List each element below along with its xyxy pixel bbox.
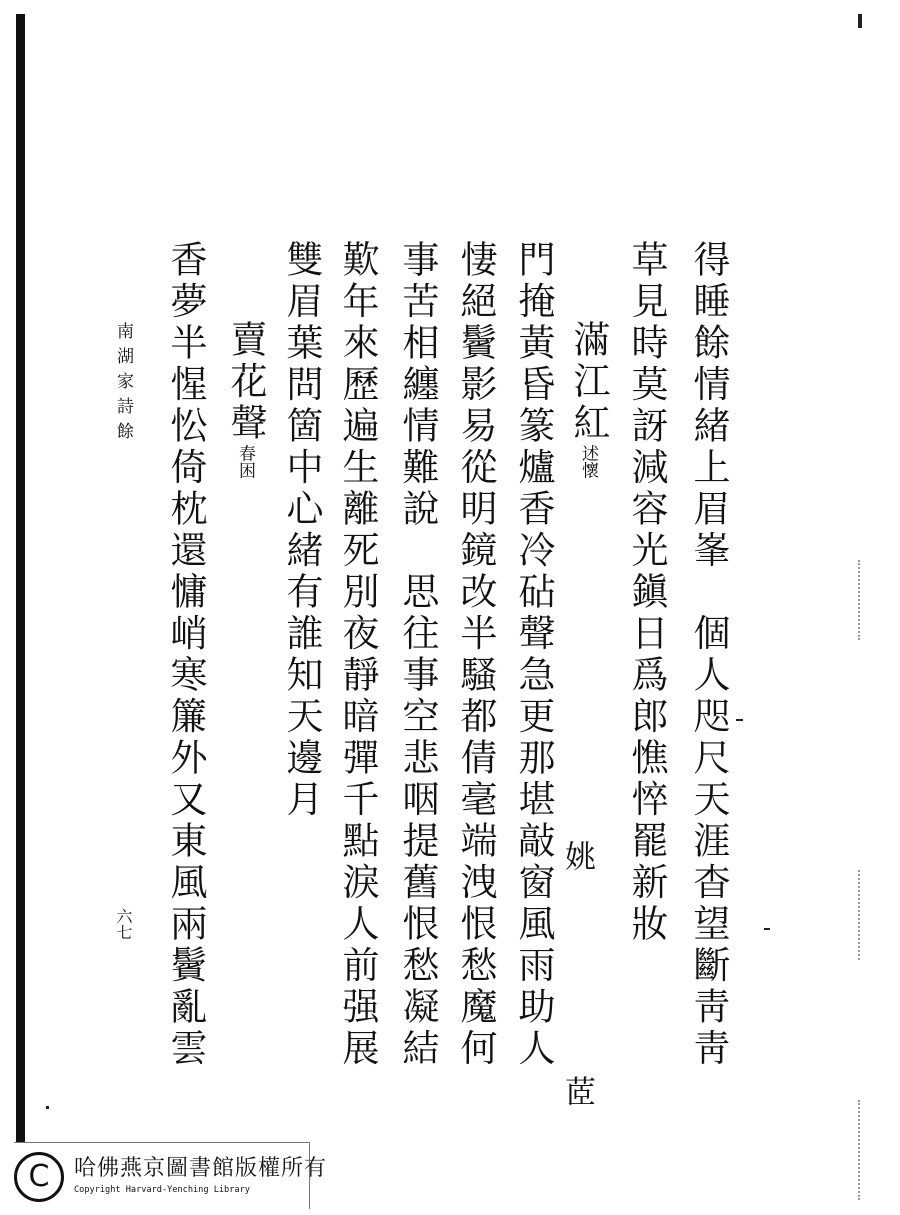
- scan-edge-dots: [858, 1100, 862, 1200]
- heading-note: 述懷: [578, 444, 598, 479]
- text-column-6: 事苦相纏情難說 思往事空悲咽提舊恨愁凝結: [396, 240, 439, 1070]
- scan-speck: [858, 14, 862, 28]
- text-column-7: 歎年來歷遍生離死別夜靜暗彈千點淚人前强展: [336, 240, 379, 1070]
- author-name: [556, 840, 598, 1111]
- page-gutter-shadow: [16, 14, 25, 1142]
- author-name-first: 姚: [559, 840, 595, 876]
- scan-speck: [46, 1106, 49, 1109]
- heading-maihuasheng: [220, 320, 270, 479]
- text-column-10: 香夢半惺忪倚枕還慵峭寒簾外又東風兩鬢亂雲: [164, 240, 207, 1070]
- copyright-chinese: 哈佛燕京圖書館版權所有: [74, 1156, 328, 1181]
- heading-note: 春困: [235, 444, 255, 479]
- margin-book-title: 南湖家詩餘: [113, 322, 133, 447]
- text-column-2: 草見時莫訝減容光鎭日爲郎憔悴罷新妝: [625, 240, 668, 946]
- copyright-icon: C: [14, 1152, 64, 1202]
- scan-edge-dots: [858, 870, 862, 960]
- heading-manjianghong: [563, 320, 613, 479]
- scan-speck: [736, 719, 743, 721]
- copyright-english: Copyright Harvard-Yenching Library: [74, 1185, 250, 1195]
- heading-title: 滿江紅: [567, 320, 610, 445]
- heading-title: 賣花聲: [224, 320, 267, 445]
- author-name-second: 茝: [559, 1075, 595, 1111]
- text-column-8: 雙眉葉問箇中心緒有誰知天邊月: [280, 240, 323, 821]
- copyright-stamp: [14, 1142, 328, 1209]
- text-column-4: 門掩黃昏篆爐香冷砧聲急更那堪敲窗風雨助人: [512, 240, 555, 1070]
- text-column-1: 得睡餘情緒上眉峯 個人咫尺天涯杳望斷靑靑: [687, 240, 730, 1070]
- scan-edge-dots: [858, 560, 862, 640]
- page-number: 六七: [114, 908, 133, 940]
- scan-speck: [764, 928, 770, 930]
- text-column-5: 悽絕鬢影易從明鏡改半騷都倩毫端洩恨愁魔何: [454, 240, 497, 1070]
